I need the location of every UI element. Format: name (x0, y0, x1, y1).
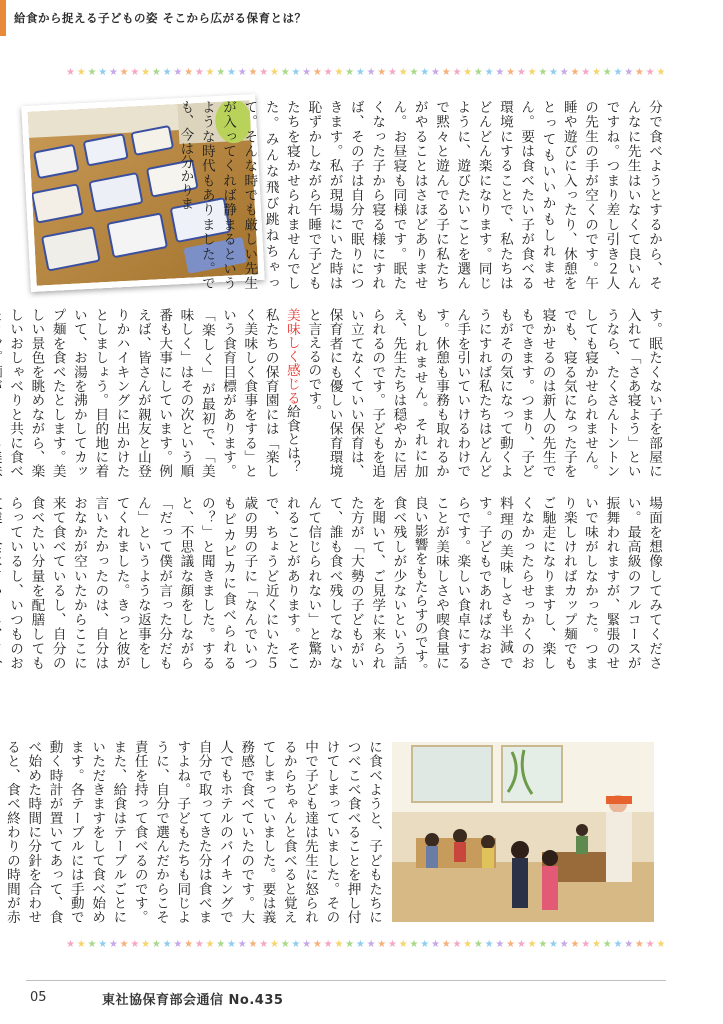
star-decoration-icon: ★ (506, 67, 516, 78)
star-decoration-icon: ★ (624, 67, 634, 78)
star-decoration-icon: ★ (66, 67, 75, 78)
star-decoration-icon: ★ (205, 67, 215, 78)
star-decoration-icon: ★ (581, 67, 591, 78)
section-heading-accent: 美味しく感じる (283, 308, 300, 405)
star-decoration-icon: ★ (227, 67, 236, 78)
star-decoration-icon: ★ (162, 67, 172, 78)
star-decoration-icon: ★ (291, 67, 301, 78)
article-column-2 (7, 308, 664, 478)
star-decoration-icon: ★ (345, 67, 355, 78)
star-decoration-icon: ★ (634, 939, 644, 950)
star-decoration-icon: ★ (656, 939, 666, 950)
star-decoration-icon: ★ (216, 67, 226, 78)
star-decoration-icon: ★ (259, 67, 269, 78)
star-decoration-icon: ★ (151, 939, 161, 950)
star-decoration-icon: ★ (76, 939, 86, 950)
star-decoration-icon: ★ (538, 939, 548, 950)
star-decoration-icon: ★ (409, 939, 419, 950)
star-decoration-icon: ★ (87, 67, 97, 78)
star-decoration-icon: ★ (248, 67, 258, 78)
star-decoration-icon: ★ (452, 67, 462, 78)
page-number: 05 (30, 990, 47, 1005)
star-decoration-icon: ★ (194, 67, 204, 78)
star-decoration-icon: ★ (173, 67, 183, 78)
star-decoration-icon: ★ (473, 67, 483, 78)
star-decoration-icon: ★ (549, 67, 559, 78)
star-decoration-icon: ★ (559, 67, 569, 78)
column-2-paragraph-2: 私たちの保育園には「楽しく美味しく食事をする」という食育目標があります。「楽しく」が最初で、「美味しく」はその次という順番も大事にしています。例えば、皆さんが親友と山登りかハイキングに出かけたとしましょう。目的地に着いて、お湯を沸かしてカップ麺を食べたとします。美しい景色を眺めながら、楽しいおしゃべりと共に食べ (7, 308, 279, 478)
star-decoration-icon: ★ (463, 939, 473, 950)
lunch-room-photo (392, 742, 654, 922)
article-column-3: 場面を想像してみてください。最高級のフルコースが振舞われますが、緊張のせいで味がしなかった。つまり楽しければカップ麺でもご馳走になりますし、楽しくなかったらせっかくのお料理の美味しさも半減です。子どもであればなおさらです。楽しい食卓にすることが美味しさや喫食量に良い影響をもたらすのです。 食べ残しが少ないという話を聞いて、ご見学に来られた方が「大勢の子どもがいて、誰も食べ残してないなんて信じられない」と驚かれることがあります。そこで、ちょうど近くにいた５歳の男の子に「なんでいつもピカピカに食べられるの？」と聞きました。すると、不思議な顔をしながら「だって僕が言った分だもん」というような返事をしてくれました。きっと彼が言いたかったのは、自分はおなかが空いたからここに来て食べているし、自分の食べたい分量を配膳してもらっているし、いつものお (7, 496, 662, 670)
star-decoration-icon: ★ (366, 939, 376, 950)
star-decoration-icon: ★ (538, 67, 548, 78)
star-decoration-icon: ★ (366, 67, 376, 78)
star-decoration-icon: ★ (377, 67, 387, 78)
star-decoration-icon: ★ (66, 939, 75, 950)
star-decoration-icon: ★ (141, 67, 151, 78)
star-decoration-icon: ★ (345, 939, 355, 950)
star-decoration-icon: ★ (591, 939, 601, 950)
star-decoration-icon: ★ (130, 939, 140, 950)
star-divider-top (66, 66, 666, 80)
star-decoration-icon: ★ (184, 67, 194, 78)
star-decoration-icon: ★ (602, 67, 612, 78)
star-decoration-icon: ★ (141, 939, 151, 950)
star-decoration-icon: ★ (581, 939, 591, 950)
star-decoration-icon: ★ (312, 939, 322, 950)
star-decoration-icon: ★ (484, 67, 494, 78)
star-decoration-icon: ★ (259, 939, 269, 950)
star-decoration-icon: ★ (398, 67, 408, 78)
star-decoration-icon: ★ (484, 939, 494, 950)
star-decoration-icon: ★ (656, 67, 666, 78)
star-decoration-icon: ★ (516, 939, 526, 950)
star-decoration-icon: ★ (430, 67, 440, 78)
star-decoration-icon: ★ (205, 939, 215, 950)
star-decoration-icon: ★ (237, 939, 247, 950)
star-decoration-icon: ★ (570, 67, 580, 78)
star-decoration-icon: ★ (216, 939, 226, 950)
star-decoration-icon: ★ (119, 67, 129, 78)
star-decoration-icon: ★ (559, 939, 569, 950)
star-decoration-icon: ★ (280, 67, 290, 78)
star-decoration-icon: ★ (355, 67, 365, 78)
header-accent-bar (0, 0, 6, 36)
newsletter-title: 東社協保育部会通信 No.435 (102, 993, 284, 1008)
star-decoration-icon: ★ (151, 67, 161, 78)
star-decoration-icon: ★ (398, 939, 408, 950)
star-decoration-icon: ★ (388, 939, 397, 950)
star-decoration-icon: ★ (527, 939, 537, 950)
star-decoration-icon: ★ (495, 939, 505, 950)
star-divider-bottom (66, 938, 666, 952)
star-decoration-icon: ★ (194, 939, 204, 950)
star-decoration-icon: ★ (624, 939, 634, 950)
star-decoration-icon: ★ (334, 67, 344, 78)
star-decoration-icon: ★ (613, 939, 623, 950)
star-decoration-icon: ★ (355, 939, 365, 950)
column-2-paragraph-1: す。眠たくない子を部屋に入れて「さあ寝よう」というなら、たくさんトントンしても寝かせられません。でも、寝る気になった子を寝かせるのは新人の先生でもできます。つまり、子どもがその気になって動くようにすれば私たちはどんどん手を引いていけるわけです。休憩も事務も取れるかもしれません。それに加え、先生たちは穏やかに居られるのです。子どもを追い立てなくていい保育は、保育者にも優しい保育環境と言えるのです。 (305, 308, 662, 478)
page-header (0, 0, 723, 36)
star-decoration-icon: ★ (506, 939, 516, 950)
section-heading-rest: 給食とは？ (283, 404, 300, 474)
star-decoration-icon: ★ (645, 939, 655, 950)
star-decoration-icon: ★ (184, 939, 194, 950)
star-decoration-icon: ★ (549, 939, 559, 950)
star-decoration-icon: ★ (162, 939, 172, 950)
star-decoration-icon: ★ (269, 67, 279, 78)
star-decoration-icon: ★ (527, 67, 537, 78)
star-decoration-icon: ★ (323, 939, 333, 950)
star-decoration-icon: ★ (302, 67, 312, 78)
star-decoration-icon: ★ (280, 939, 290, 950)
star-decoration-icon: ★ (495, 67, 505, 78)
star-decoration-icon: ★ (119, 939, 129, 950)
article-column-1: 分で食べようとするから、そんなに先生はいなくて良いんですね。つまり差し引き２人の先生の手が空くのです。午睡や遊びに入ったり、休憩をとってもいいかもしれません。要は食べたい子が食べる環境にすることで、私たちはどんどん楽になります。同じように、遊びたいことを選んで黙々と遊んでる子に私たちがやることはさほどありません。お昼寝も同様です。眠たくなった子から寝る様にすれば、その子は自分で眠りにつきます。私が現場にいた時は恥ずかしながら午睡で子どもたちを寝かせられませんでした。みんな飛び跳ねちゃって。そんな時でも厳しい先生が入ってくれば静まるというような時代もありました。でも、今は分かりま (177, 100, 662, 290)
star-decoration-icon: ★ (388, 67, 397, 78)
star-decoration-icon: ★ (108, 939, 118, 950)
star-decoration-icon: ★ (87, 939, 97, 950)
star-decoration-icon: ★ (312, 67, 322, 78)
star-decoration-icon: ★ (591, 67, 601, 78)
star-decoration-icon: ★ (452, 939, 462, 950)
star-decoration-icon: ★ (430, 939, 440, 950)
star-decoration-icon: ★ (291, 939, 301, 950)
star-decoration-icon: ★ (76, 67, 86, 78)
footer-rule (26, 980, 666, 981)
star-decoration-icon: ★ (645, 67, 655, 78)
star-decoration-icon: ★ (227, 939, 236, 950)
star-decoration-icon: ★ (420, 939, 430, 950)
header-title: 給食から捉える子どもの姿 そこから広がる保育とは？ (14, 11, 307, 25)
star-decoration-icon: ★ (516, 67, 526, 78)
star-decoration-icon: ★ (441, 67, 451, 78)
children-lunch-buffet-icon (392, 742, 654, 922)
star-decoration-icon: ★ (334, 939, 344, 950)
star-decoration-icon: ★ (409, 67, 419, 78)
star-decoration-icon: ★ (420, 67, 430, 78)
star-decoration-icon: ★ (173, 939, 183, 950)
star-decoration-icon: ★ (602, 939, 612, 950)
article-column-4: に食べようと、子どもたちにつべこべ食べることを押し付けてしまっていました。その中で子ども達は先生に怒られるからちゃんと食べると覚えてしまっていました。要は義務感で食べていたのです。大人でもホテルのバイキングで自分で取ってきた分は食べますよね。子どもたちも同じように、自分で選んだからこそ責任を持って食べるのです。また、給食はテーブルごとにいただきますをして食べ始めます。各テーブルには手動で動く時計が置いてあって、食べ始めた時間に分針を合わせると、食べ終わりの時間が赤 (3, 740, 382, 924)
star-decoration-icon: ★ (463, 67, 473, 78)
star-decoration-icon: ★ (634, 67, 644, 78)
star-decoration-icon: ★ (302, 939, 312, 950)
star-decoration-icon: ★ (98, 67, 108, 78)
star-decoration-icon: ★ (377, 939, 387, 950)
star-decoration-icon: ★ (237, 67, 247, 78)
star-decoration-icon: ★ (98, 939, 108, 950)
star-decoration-icon: ★ (323, 67, 333, 78)
star-decoration-icon: ★ (570, 939, 580, 950)
star-decoration-icon: ★ (613, 67, 623, 78)
star-decoration-icon: ★ (269, 939, 279, 950)
star-decoration-icon: ★ (441, 939, 451, 950)
star-decoration-icon: ★ (130, 67, 140, 78)
star-decoration-icon: ★ (473, 939, 483, 950)
star-decoration-icon: ★ (108, 67, 118, 78)
star-decoration-icon: ★ (248, 939, 258, 950)
